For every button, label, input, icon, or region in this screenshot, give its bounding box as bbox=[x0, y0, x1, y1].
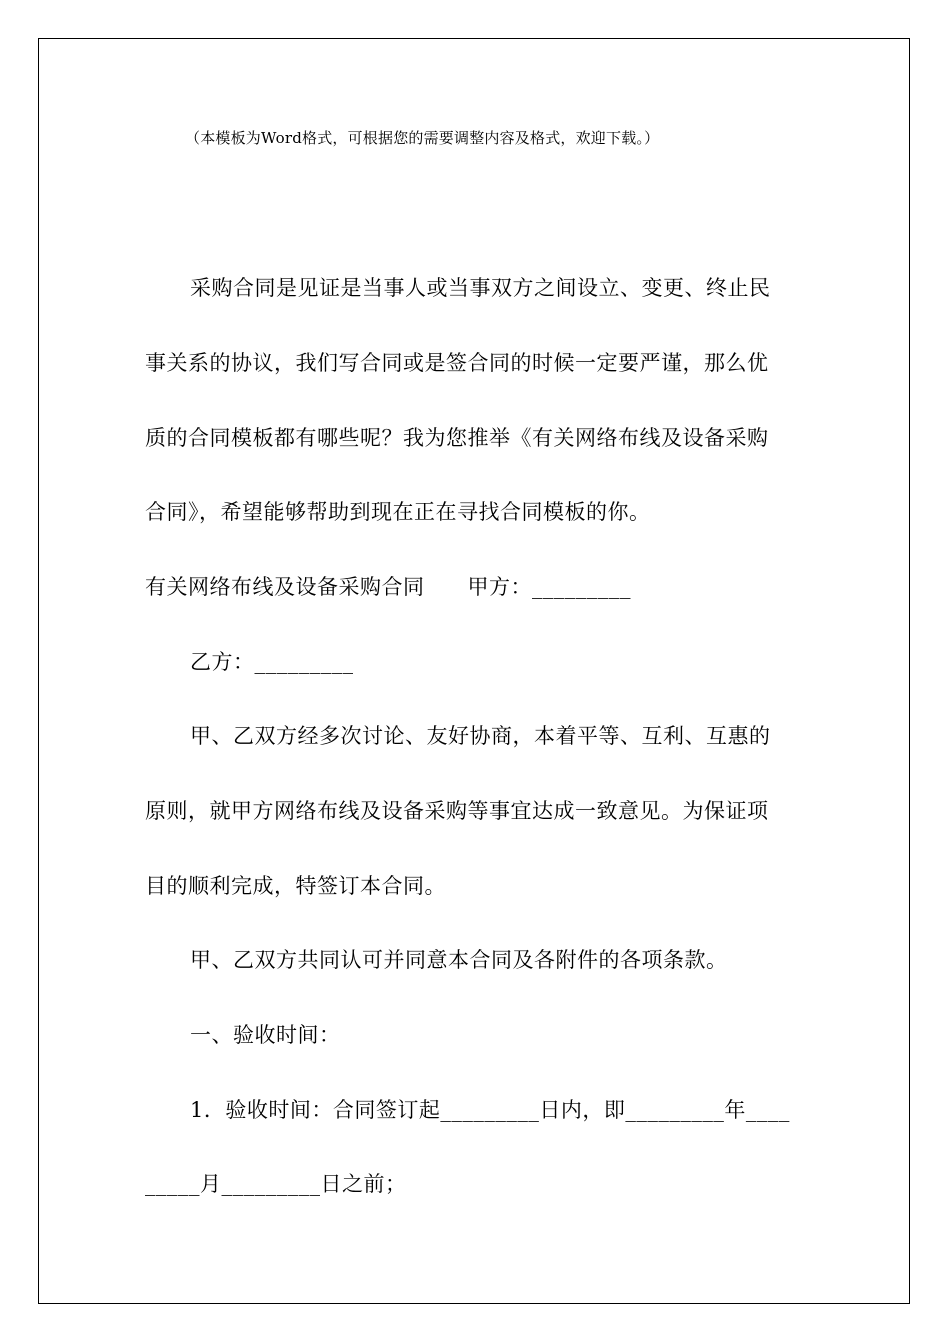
agreement-line: 甲、乙双方共同认可并同意本合同及各附件的各项条款。 bbox=[190, 948, 728, 972]
section-heading-acceptance-time: 一、验收时间： bbox=[190, 1023, 341, 1047]
contract-title-party-a: 有关网络布线及设备采购合同 甲方：_________ bbox=[145, 575, 631, 599]
party-b-line: 乙方：_________ bbox=[190, 650, 354, 674]
intro-line-1: 采购合同是见证是当事人或当事双方之间设立、变更、终止民 bbox=[190, 276, 771, 300]
intro-line-3: 质的合同模板都有哪些呢？我为您推举《有关网络布线及设备采购 bbox=[145, 426, 769, 450]
body-line-2: 原则，就甲方网络布线及设备采购等事宜达成一致意见。为保证项 bbox=[145, 799, 769, 823]
acceptance-time-line-2: _____月_________日之前； bbox=[145, 1172, 407, 1196]
intro-line-2: 事关系的协议，我们写合同或是签合同的时候一定要严谨，那么优 bbox=[145, 351, 769, 375]
template-note: （本模板为Word格式，可根据您的需要调整内容及格式，欢迎下载。） bbox=[185, 129, 660, 147]
body-line-3: 目的顺利完成，特签订本合同。 bbox=[145, 874, 446, 898]
acceptance-time-line-1: 1．验收时间：合同签订起_________日内，即_________年____ bbox=[190, 1098, 790, 1122]
body-line-1: 甲、乙双方经多次讨论、友好协商，本着平等、互利、互惠的 bbox=[190, 724, 771, 748]
intro-line-4: 合同》，希望能够帮助到现在正在寻找合同模板的你。 bbox=[145, 500, 651, 524]
